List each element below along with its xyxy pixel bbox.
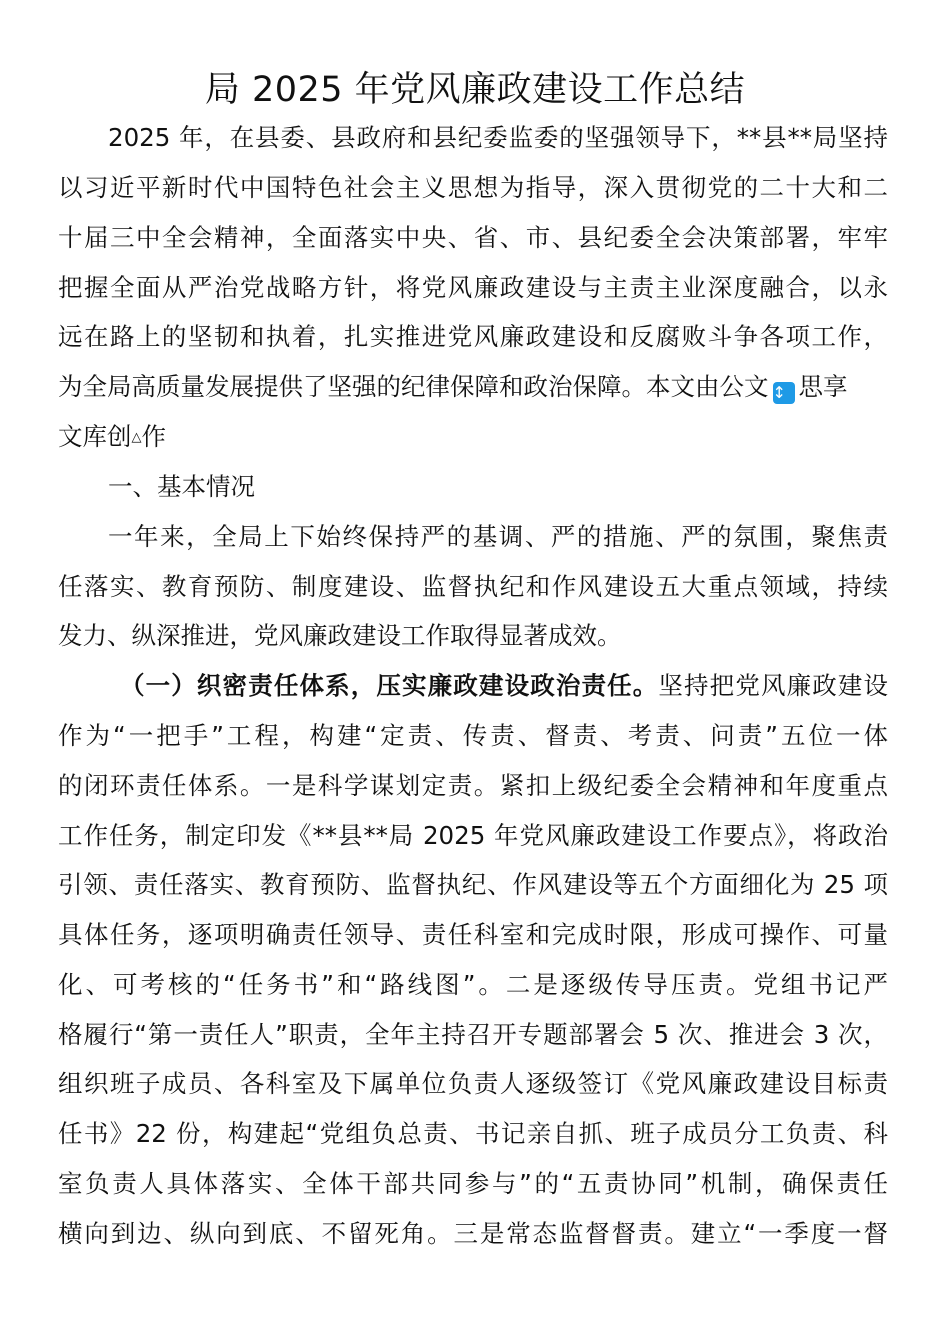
paragraph-line: 任书》22 份，构建起“党组负总责、书记亲自抓、班子成员分工负责、科 [58,1119,888,1148]
paragraph-line: 室负责人具体落实、全体干部共同参与”的“五责协同”机制，确保责任 [58,1169,888,1198]
paragraph-line [120,669,888,703]
subsection-heading: （一）织密责任体系，压实廉政建设政治责任。 [120,671,659,700]
paragraph-line: 一年来，全局上下始终保持严的基调、严的措施、严的氛围，聚焦责 [108,522,888,551]
paragraph-line: 组织班子成员、各科室及下属单位负责人逐级签订《党风廉政建设目标责 [58,1069,888,1098]
paragraph-line: 以习近平新时代中国特色社会主义思想为指导，深入贯彻党的二十大和二 [58,173,888,202]
paragraph-line: 引领、责任落实、教育预防、监督执纪、作风建设等五个方面细化为 25 项 [58,870,888,899]
section-heading: 一、基本情况 [108,472,255,501]
paragraph-line [58,370,888,404]
text-segment: 坚持把党风廉政建设 [658,671,889,700]
paragraph-line: 十届三中全会精神，全面落实中央、省、市、县纪委全会决策部署，牢牢 [58,223,888,252]
paragraph-line: 2025 年，在县委、县政府和县纪委监委的坚强领导下，**县**局坚持 [108,123,888,152]
up-down-arrow-icon: ↕ [773,382,795,404]
triangle-icon: △ [131,430,142,445]
text-segment: 为全局高质量发展提供了坚强的纪律保障和政治保障。本文由公文 [58,372,769,401]
paragraph-line [58,420,888,455]
paragraph-line: 发力、纵深推进，党风廉政建设工作取得显著成效。 [58,621,622,650]
paragraph-line: 把握全面从严治党战略方针，将党风廉政建设与主责主业深度融合，以永 [58,273,888,302]
paragraph-line: 横向到边、纵向到底、不留死角。三是常态监督督责。建立“一季度一督 [58,1219,888,1248]
paragraph-line: 具体任务，逐项明确责任领导、责任科室和完成时限，形成可操作、可量 [58,920,888,949]
paragraph-line: 化、可考核的“任务书”和“路线图”。二是逐级传导压责。党组书记严 [58,970,888,999]
paragraph-line: 工作任务，制定印发《**县**局 2025 年党风廉政建设工作要点》，将政治 [58,821,888,850]
text-segment: 文库创 [58,422,132,451]
paragraph-line: 远在路上的坚韧和执着，扎实推进党风廉政建设和反腐败斗争各项工作， [58,322,888,351]
document-title: 局 2025 年党风廉政建设工作总结 [204,70,746,110]
text-segment: 作 [141,422,166,451]
text-segment: 思享 [798,372,848,401]
paragraph-line: 的闭环责任体系。一是科学谋划定责。紧扣上级纪委全会精神和年度重点 [58,771,888,800]
paragraph-line: 作为“一把手”工程，构建“定责、传责、督责、考责、问责”五位一体 [58,721,888,750]
paragraph-line: 任落实、教育预防、制度建设、监督执纪和作风建设五大重点领域，持续 [58,572,888,601]
paragraph-line: 格履行“第一责任人”职责，全年主持召开专题部署会 5 次、推进会 3 次， [58,1020,888,1049]
